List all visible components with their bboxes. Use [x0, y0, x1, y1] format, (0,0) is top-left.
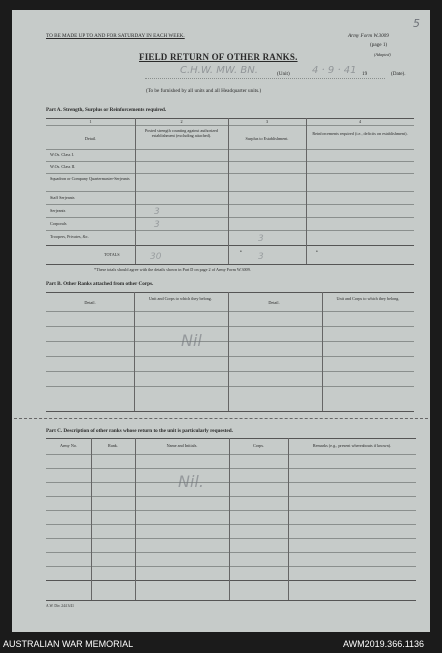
part-c-handwritten-nil: Nil.	[178, 472, 204, 491]
row-troopers: Troopers, Privates, &c.	[50, 234, 89, 239]
col-number-2: 2	[180, 119, 183, 124]
pencil-value-surplus: 3	[258, 234, 264, 244]
part-b-handwritten-nil: Nil	[181, 331, 202, 350]
furnished-instruction: (To be furnished by all units and all Headquarter units.)	[146, 88, 262, 94]
corner-pencil-mark: 5	[413, 17, 420, 30]
part-a-header-reinforcements: Reinforcements required (i.e., deficits on establishment).	[312, 131, 408, 136]
row-serjeants: Serjeants	[50, 208, 66, 213]
row-wos-class-1: W.Os. Class I.	[50, 152, 74, 157]
date-label: (Date).	[391, 71, 406, 77]
pencil-value-corporals: 3	[154, 220, 160, 230]
col-number-3: 3	[265, 119, 269, 124]
totals-label: TOTALS	[104, 252, 120, 257]
part-c-header-corps: Corps.	[252, 443, 265, 448]
part-b-header-unit-1: Unit and Corps to which they belong.	[149, 296, 212, 301]
pencil-value-total-posted: 30	[150, 252, 162, 262]
part-c-header-rank: Rank.	[108, 443, 118, 448]
print-reference: A.W. Div. 244 3/41	[46, 604, 74, 608]
part-c-heading: Part C. Description of other ranks whose return to the unit is particularly requested.	[46, 428, 233, 434]
part-b-header-detail-1: Detail.	[84, 300, 96, 305]
part-a-header-posted: Posted strength counting against authorized establishment (excluding attached).	[144, 128, 219, 138]
total-marker-2: •	[316, 249, 318, 255]
page-number: (page 1)	[370, 42, 388, 48]
part-c-header-army-no: Army No.	[60, 443, 77, 448]
part-c-header-remarks: Remarks (e.g., present whereabouts if known).	[312, 443, 392, 448]
total-marker-1: •	[240, 249, 242, 255]
part-a-header-surplus: Surplus to Establishment.	[245, 136, 289, 141]
unit-label: (Unit)	[277, 71, 290, 77]
part-c-header-name: Name and Initials.	[166, 443, 198, 448]
col-number-4: 4	[358, 119, 362, 124]
handwritten-date: 4 · 9 · 41	[312, 65, 357, 76]
part-b-header-unit-2: Unit and Corps to which they belong.	[336, 296, 400, 301]
part-a-heading: Part A. Strength, Surplus or Reinforcements required.	[46, 107, 167, 113]
row-wos-class-2: W.Os. Class II.	[50, 164, 76, 169]
part-a-footnote: *These totals should agree with the details shown in Part D on page 2 of Army Form W.3009.	[94, 267, 251, 272]
adapted-note: (Adapted)	[374, 52, 391, 57]
row-corporals: Corporals	[50, 221, 67, 226]
weekly-instruction: TO BE MADE UP TO AND FOR SATURDAY IN EACH WEEK.	[46, 33, 185, 39]
handwritten-unit: C.H.W. MW. BN.	[180, 65, 258, 76]
part-b-header-detail-2: Detail.	[268, 300, 280, 305]
pencil-value-serjeants: 3	[154, 207, 160, 217]
year-prefix: 19	[362, 71, 368, 77]
pencil-value-total-surplus: 3	[258, 252, 264, 262]
archive-accession-number: AWM2019.366.1136	[343, 639, 425, 649]
col-number-1: 1	[89, 119, 92, 124]
form-title: FIELD RETURN OF OTHER RANKS.	[139, 52, 298, 62]
army-form-number: Army Form W.3009	[348, 33, 389, 39]
row-cqms: Squadron or Company Quartermaster-Serjeants	[50, 176, 130, 181]
archive-name: AUSTRALIAN WAR MEMORIAL	[3, 639, 134, 649]
part-a-header-detail: Detail.	[84, 136, 97, 141]
row-staff-serjeants: Staff Serjeants	[50, 195, 75, 200]
part-b-heading: Part B. Other Ranks attached from other Corps.	[46, 281, 154, 287]
